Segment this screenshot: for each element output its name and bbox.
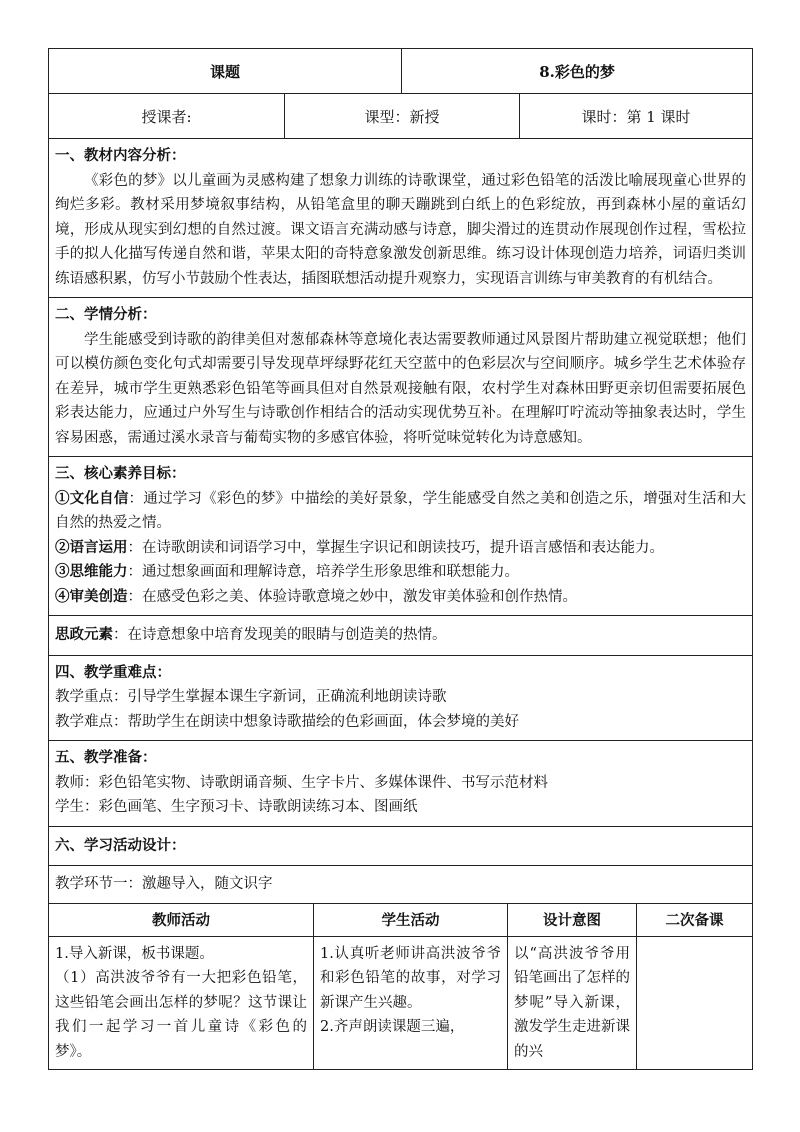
section-student-analysis — [49, 298, 753, 457]
teacher-label: 授课者: — [49, 94, 285, 139]
header-row-info — [49, 94, 753, 139]
section-title: 二、学情分析： — [55, 306, 157, 323]
goal-item — [55, 536, 746, 561]
lesson-time: 课时：第 1 课时 — [520, 94, 753, 139]
section-core-goals — [49, 457, 753, 616]
goal-item — [55, 487, 746, 536]
lesson-type: 课型：新授 — [285, 94, 520, 139]
goal-label: ②语言运用 — [55, 538, 128, 556]
student-activity-line: 2.齐声朗读课题三遍， — [320, 1019, 465, 1035]
topic-value: 8.彩色的梦 — [402, 49, 753, 94]
section-title: 三、核心素养目标： — [55, 465, 186, 482]
goal-label: ③思维能力 — [55, 563, 128, 580]
lesson-plan-table — [48, 48, 753, 904]
ideology-label: 思政元素 — [55, 626, 113, 643]
section-activity-step — [49, 866, 753, 904]
section-title: 四、教学重难点： — [55, 663, 171, 681]
student-activity-line: 1.认真听老师讲高洪波爷爷和彩色铅笔的故事，对学习新课产生兴趣。 — [320, 945, 501, 1011]
section-key-points — [49, 655, 753, 741]
second-prep-cell — [637, 936, 753, 1070]
teacher-activity-line: 1.导入新课，板书课题。 — [55, 945, 214, 962]
section-preparation — [49, 741, 753, 827]
header-teacher-activity: 教师活动 — [49, 903, 314, 936]
section-ideology — [49, 616, 753, 656]
preparation-line: 学生：彩色画笔、生字预习卡、诗歌朗读练习本、图画纸 — [55, 799, 418, 815]
header-row-topic — [49, 49, 753, 94]
section-title: 一、教材内容分析： — [55, 147, 186, 164]
goal-text: ：通过学习《彩色的梦》中描绘的美好景象，学生能感受自然之美和创造之乐，增强对生活和大自然的热爱之情。 — [55, 490, 747, 531]
lesson-plan-page — [48, 48, 752, 1070]
goal-text: ：在感受色彩之美、体验诗歌意境之妙中，激发审美体验和创作热情。 — [127, 588, 577, 605]
teacher-activity-line: （1）高洪波爷爷有一大把彩色铅笔，这些铅笔会画出怎样的梦呢？这节课让我们一起学习一首儿童诗《彩色的梦》。 — [55, 970, 307, 1060]
section-material-analysis — [49, 139, 753, 298]
preparation-line: 教师：彩色铅笔实物、诗歌朗诵音频、生字卡片、多媒体课件、书写示范材料 — [55, 774, 548, 791]
goal-label: ①文化自信 — [55, 489, 129, 507]
design-intent-cell: 以“高洪波爷爷用铅笔画出了怎样的梦呢”导入新课，激发学生走进新课的兴 — [508, 936, 637, 1070]
key-point-line: 教学难点：帮助学生在朗读中想象诗歌描绘的色彩画面，体会梦境的美好 — [55, 713, 519, 730]
section-activity-design — [49, 826, 753, 866]
activity-header-row — [49, 903, 753, 936]
header-student-activity: 学生活动 — [314, 903, 508, 936]
section-body: 《彩色的梦》以儿童画为灵感构建了想象力训练的诗歌课堂，通过彩色铅笔的活泼比喻展现童心世界的绚烂多彩。教材采用梦境叙事结构，从铅笔盒里的聊天蹦跳到白纸上的色彩绽放，再到森林小屋的童话幻境，形成从现实到幻想的自然过渡。课文语言充满动感与诗意，脚尖滑过的连贯动作展现创作过程，雪松拉手的拟人化描写传递自然和谐，苹果太阳的奇特意象激发创新思维。练习设计体现创造力培养，词语归类训练语感积累，仿写小节鼓励个性表达，插图联想活动提升观察力，实现语言训练与审美教育的有机结合。 — [55, 172, 747, 287]
section-title: 六、学习活动设计： — [55, 836, 186, 854]
ideology-text: ：在诗意想象中培育发现美的眼睛与创造美的热情。 — [113, 627, 447, 643]
header-design-intent: 设计意图 — [508, 903, 637, 936]
activity-body-row — [49, 936, 753, 1070]
topic-label: 课题 — [49, 49, 402, 94]
goal-item — [55, 560, 746, 585]
goal-label: ④审美创造 — [55, 587, 128, 605]
activity-step-title: 教学环节一：激趣导入，随文识字 — [55, 876, 273, 892]
key-point-line: 教学重点：引导学生掌握本课生字新词，正确流利地朗读诗歌 — [55, 689, 447, 705]
goal-text: ：通过想象画面和理解诗意，培养学生形象思维和联想能力。 — [127, 564, 519, 580]
goal-text: ：在诗歌朗读和词语学习中，掌握生字识记和朗读技巧，提升语言感悟和表达能力。 — [127, 539, 664, 556]
header-second-prep: 二次备课 — [637, 903, 753, 936]
goal-item — [55, 585, 746, 610]
activity-table — [48, 903, 753, 1071]
teacher-activity-cell — [49, 936, 314, 1070]
section-body: 学生能感受到诗歌的韵律美但对葱郁森林等意境化表达需要教师通过风景图片帮助建立视觉联想；他们可以模仿颜色变化句式却需要引导发现草坪绿野花红天空蓝中的色彩层次与空间顺序。城乡学生艺术体验存在差异，城市学生更熟悉彩色铅笔等画具但对自然景观接触有限，农村学生对森林田野更亲切但需要拓展色彩表达能力，应通过户外写生与诗歌创作相结合的活动实现优势互补。在理解叮咛流动等抽象表达时，学生容易困惑，需通过溪水录音与葡萄实物的多感官体验，将听觉味觉转化为诗意感知。 — [55, 331, 747, 446]
section-title: 五、教学准备： — [55, 749, 157, 766]
student-activity-cell — [314, 936, 508, 1070]
